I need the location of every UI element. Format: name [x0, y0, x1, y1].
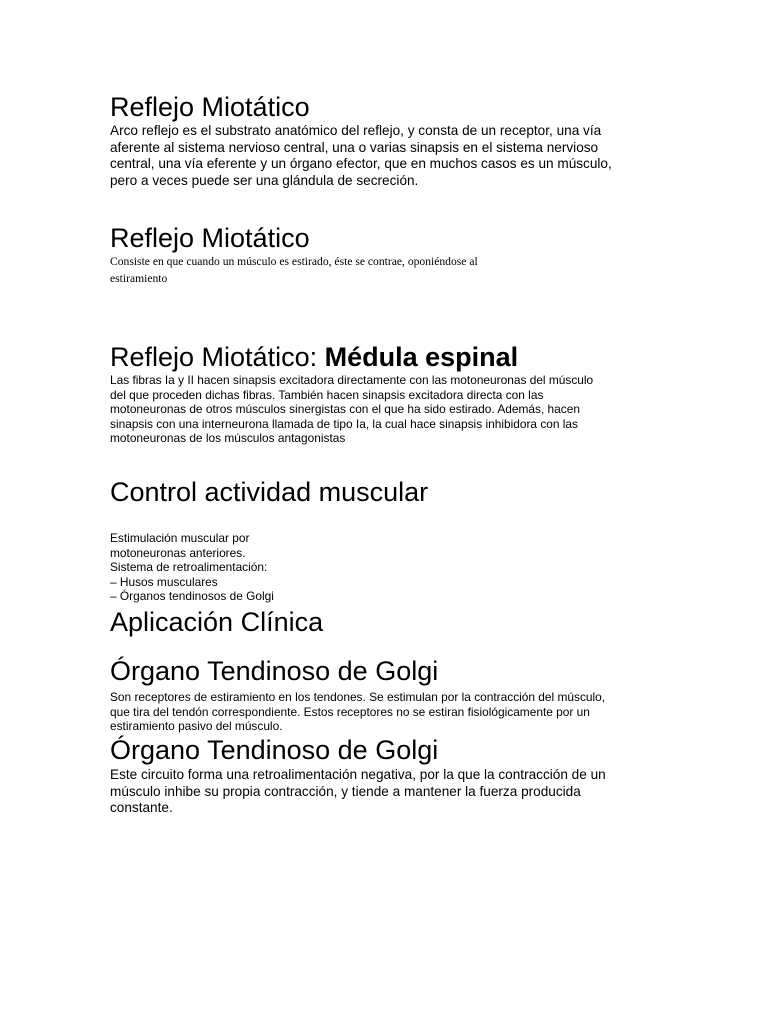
section-3-line-4: sinapsis con una interneurona llamada de tipo Ia, la cual hace sinapsis inhibidora con las [110, 416, 578, 431]
section-4-list [110, 531, 274, 604]
section-6-line-2: que tira del tendón correspondiente. Estos receptores no se estiran fisiológicamente por un [110, 704, 590, 719]
section-3-line-3: motoneuronas de otros músculos sinergistas con el que ha sido estirado. Además, hacen [110, 402, 580, 417]
section-6-line-3: estiramiento pasivo del músculo. [110, 719, 283, 734]
section-1-line-1: Arco reflejo es el substrato anatómico del reflejo, y consta de un receptor, una vía [110, 123, 602, 138]
section-2-line-2: estiramiento [110, 272, 168, 285]
section-4-line-1: Estimulación muscular por [110, 531, 250, 545]
section-1-line-3: central, una vía eferente y un órgano efector, que en muchos casos es un músculo, [110, 156, 612, 172]
section-2-line-1: Consiste en que cuando un músculo es estirado, éste se contrae, oponiéndose al [110, 255, 478, 268]
section-3-line-2: del que proceden dichas fibras. También hacen sinapsis excitadora directa con las [110, 387, 544, 402]
section-1-line-2: aferente al sistema nervioso central, una o varias sinapsis en el sistema nervioso [110, 139, 599, 155]
section-3-heading [110, 342, 518, 372]
section-6-line-1: Son receptores de estiramiento en los tendones. Se estimulan por la contracción del músculo, [110, 690, 606, 704]
section-7-line-2: músculo inhibe su propia contracción, y tiende a mantener la fuerza producida [110, 783, 581, 799]
section-7-line-3: constante. [110, 800, 173, 816]
section-3-line-5: motoneuronas de los músculos antagonistas [110, 431, 346, 446]
section-4-line-4: – Husos musculares [110, 574, 218, 589]
section-1-heading: Reflejo Miotático [110, 92, 310, 122]
section-4-line-3: Sistema de retroalimentación: [110, 560, 268, 575]
section-4-line-2: motoneuronas anteriores. [110, 545, 246, 560]
section-1-paragraph [110, 123, 612, 189]
section-2-heading: Reflejo Miotático [110, 223, 310, 253]
section-7-heading: Órgano Tendinoso de Golgi [110, 735, 439, 765]
section-4-heading: Control actividad muscular [110, 477, 429, 507]
section-3-heading-bold: Médula espinal [324, 342, 519, 372]
section-3-paragraph [110, 373, 593, 446]
section-7-line-1: Este circuito forma una retroalimentación negativa, por la que la contracción de un [110, 767, 606, 782]
section-3-heading-regular: Reflejo Miotático: [110, 342, 325, 372]
section-6-heading: Órgano Tendinoso de Golgi [110, 656, 439, 686]
section-7-paragraph [110, 767, 606, 817]
section-2-paragraph [110, 253, 478, 287]
section-4-line-5: – Órganos tendinosos de Golgi [110, 589, 274, 604]
section-1-line-4: pero a veces puede ser una glándula de secreción. [110, 172, 419, 188]
section-5-heading: Aplicación Clínica [110, 607, 324, 637]
section-3-line-1: Las fibras Ia y II hacen sinapsis excitadora directamente con las motoneuronas del músculo [110, 373, 594, 387]
section-6-paragraph [110, 690, 605, 734]
